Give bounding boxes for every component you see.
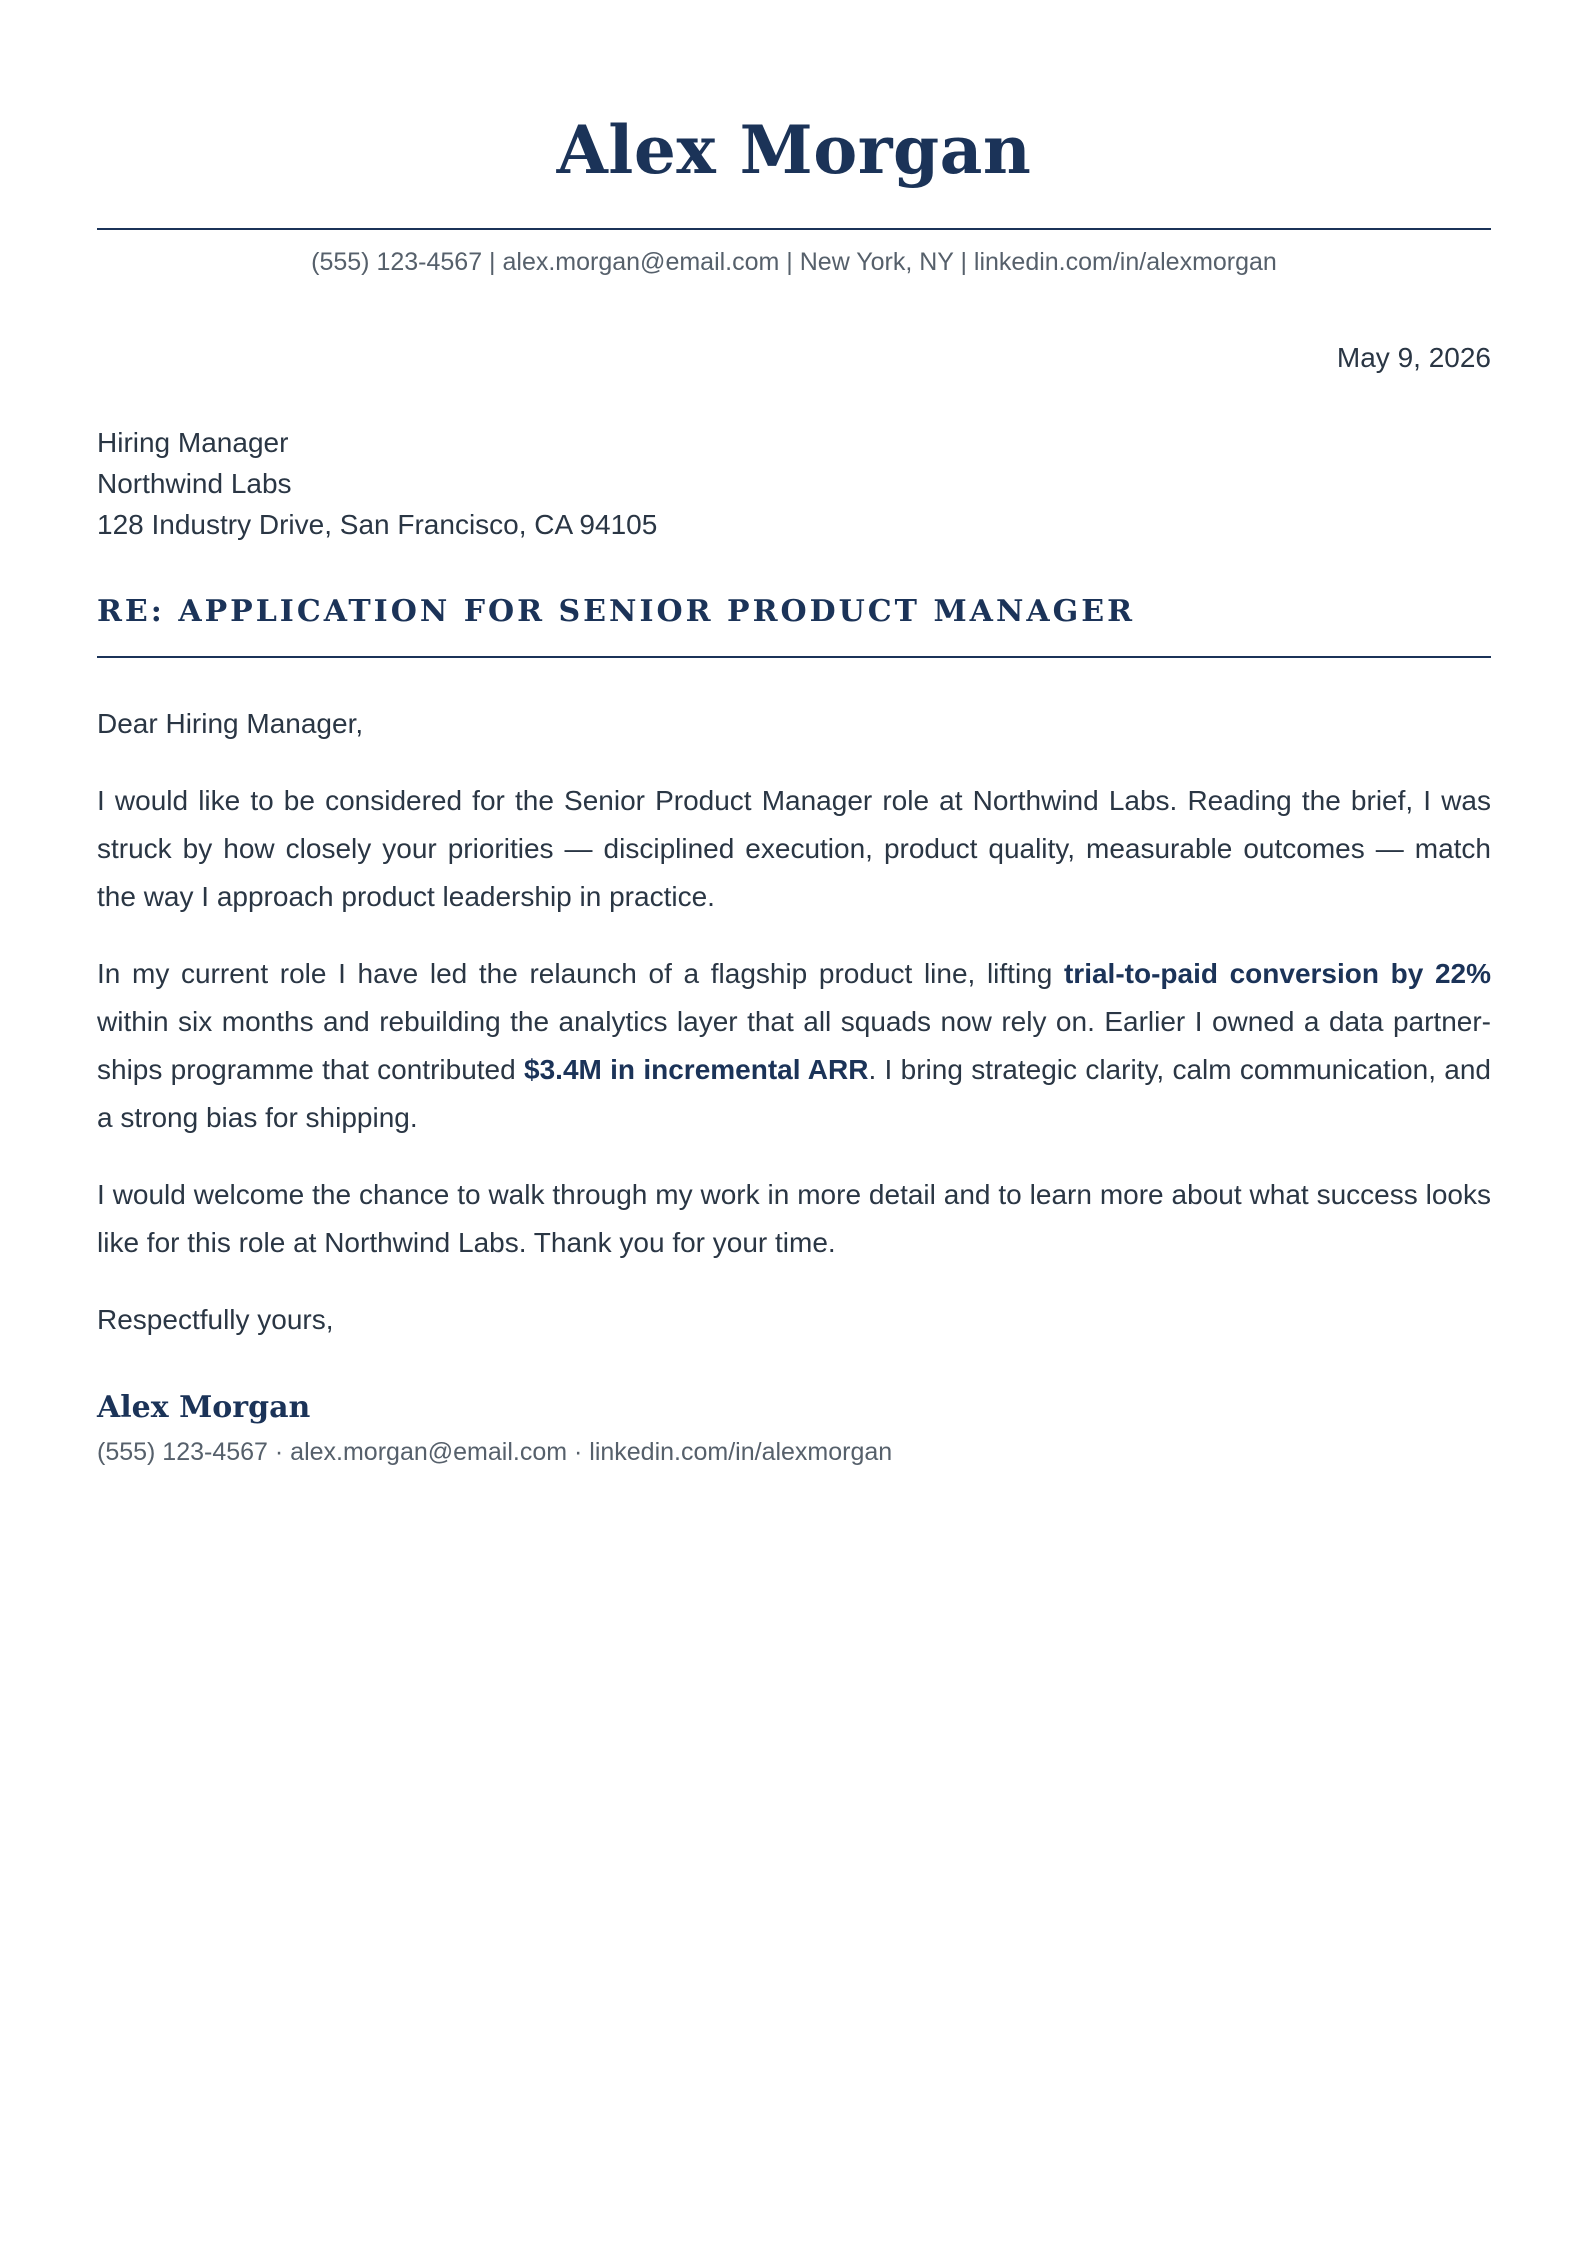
applicant-name-heading: Alex Morgan [556,111,1032,189]
subject-line: RE: APPLICATION FOR SENIOR PRODUCT MANAGER [97,594,1136,629]
paragraph-2-text-1: In my current role I have led the relaunch of a flagship product line, lifting [97,958,1064,989]
header-contact-line: (555) 123-4567 | alex.morgan@email.com | New York, NY | linkedin.com/in/alexmorgan [311,248,1277,276]
paragraph-2-text-3: . I bring strategic clarity, calm communication, and a strong bias for shipping. [97,1054,1491,1133]
highlight-conversion: trial-to-paid conversion by 22% [1063,958,1491,989]
recipient-address: 128 Industry Drive, San Francisco, CA 94105 [97,509,658,540]
signature-name: Alex Morgan [97,1390,311,1425]
highlight-arr: $3.4M in incremental ARR [524,1054,869,1085]
closing-line: Respectfully yours, [97,1304,334,1335]
body-paragraph-1: I would like to be considered for the Senior Product Manager role at Northwind Labs. Reading the brief, I was struck by how closely your priorities — disciplined execution, product quality, measurable outcomes — match the way I approach product leadership in practice. [97,785,1491,912]
header-divider [97,228,1491,230]
letter-date: May 9, 2026 [1336,342,1491,373]
subject-divider [97,656,1491,658]
body-paragraph-2 [97,950,1491,1142]
recipient-title: Hiring Manager [97,427,289,458]
signature-contact-line: (555) 123-4567 · alex.morgan@email.com · linkedin.com/in/alexmorgan [97,1438,893,1466]
paragraph-2-text-2: within six months and rebuilding the analytics layer that all squads now rely on. Earlier I owned a data partnerships programme that contributed [97,1006,1491,1085]
recipient-block [97,422,1491,545]
body-paragraph-3: I would welcome the chance to walk through my work in more detail and to learn more about what success looks like for this role at Northwind Labs. Thank you for your time. [97,1179,1491,1258]
salutation: Dear Hiring Manager, [97,708,364,739]
recipient-company: Northwind Labs [97,468,292,499]
